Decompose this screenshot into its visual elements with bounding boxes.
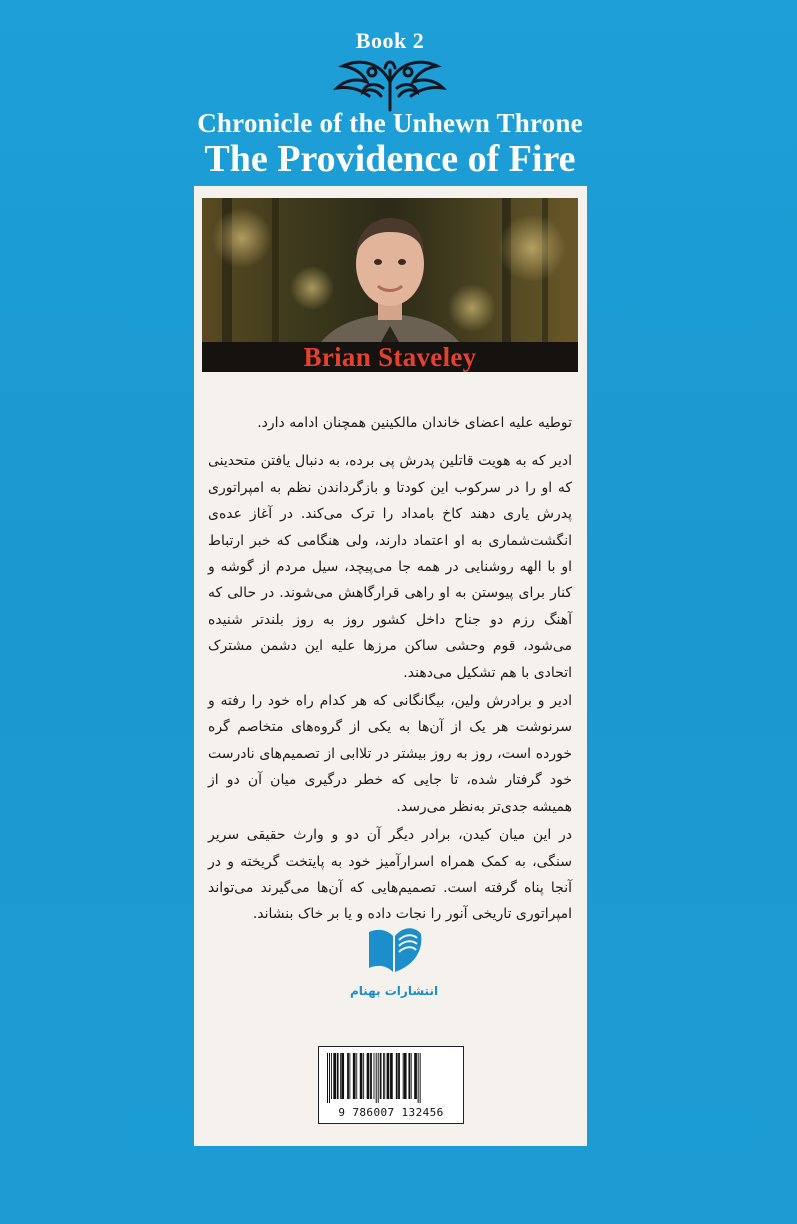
publisher-block [344,918,444,998]
author-name-strip [202,342,578,372]
book-title: The Providence of Fire [204,138,576,180]
publisher-name: انتشارات بهنام [349,984,439,998]
barcode-bar [404,1053,407,1099]
barcode-bar [367,1053,370,1099]
barcode-bar [420,1053,421,1103]
barcode-bar [384,1053,385,1099]
barcode-bar [380,1053,382,1099]
blurb-text [208,410,572,930]
barcode-bar [370,1053,372,1099]
barcode-bar [340,1053,341,1099]
series-title: Chronicle of the Unhewn Throne [197,108,583,138]
winged-ornament-icon [325,52,455,114]
barcode-bar [374,1053,375,1099]
barcode-bar [396,1053,398,1099]
barcode-bar [327,1053,328,1103]
barcode-bar [347,1053,349,1099]
blurb-paragraph: ادیر که به هویت قاتلین پدرش پی برده، به دنبال یافتن متحدینی که او را در سرکوب این کودتا و بازگرداندن نظم به امپراتوری پدرش یاری دهند کاخ بامداد را ترک می‌کند. در آغاز عده‌ی انگشت‌شماری به او اعتماد دارند، ولی هنگامی که خبر ارتباط او با الهه روشنایی در همه جا می‌پیچد، سیل مردم از گوشه و کنار برای پیوستن به او راهی قرارگاهش می‌شوند. در حالی که آهنگ رزم دو جناح داخل کشور روز به روز بلندتر شنیده می‌شود، قوم وحشی ساکن مرزها علیه این دشمن مشترک اتحادی با هم تشکیل می‌دهند. [208,453,572,681]
barcode-bar [418,1053,419,1103]
barcode-bar [333,1053,336,1099]
barcode-bar [360,1053,363,1099]
barcode-box [318,1046,464,1124]
book-number: Book 2 [355,28,425,53]
author-photo-frame [202,198,578,372]
barcode-bar [390,1053,393,1099]
barcode-bar [387,1053,390,1099]
isbn-number: 9 786007 132456 [338,1106,444,1119]
author-photo [202,198,578,358]
barcode-bar [376,1053,377,1103]
barcode-bar [353,1053,356,1099]
barcode-bar [341,1053,344,1099]
barcode-bar [383,1053,384,1099]
barcode-bar [331,1053,332,1099]
blurb-paragraph: در این میان کیدن، برادر دیگر آن دو و وارث حقیقی سریر سنگی، به کمک همراه اسرارآمیز خود به پایتخت گریخته و در آنجا پناه گرفته است. تصمیم‌هایی که آن‌ها می‌گیرند می‌تواند امپراتوری تاریخی آنور را نجات داده و یا بر خاک بنشاند. [208,827,572,923]
author-name: Brian Staveley [303,342,477,372]
cover-header [190,28,590,180]
content-panel [194,186,587,1146]
barcode-bar [329,1053,330,1103]
barcode-bar [398,1053,400,1099]
blurb-paragraph: ادیر و برادرش ولین، بیگانگانی که هر کدام راه خود را رفته و سرنوشت هر یک از آن‌ها به یکی از گروه‌های متخاصم گره خورده است، روز به روز بیشتر در تلاابی از تصمیم‌های نادرست خود گرفتار شده، تا جایی که خطر درگیری میان آن دو از همیشه جدی‌تر به‌نظر می‌رسد. [208,693,572,815]
barcode-bar [349,1053,350,1099]
barcode [325,1053,457,1103]
blurb-paragraph: توطیه علیه اعضای خاندان مالکینین همچنان ادامه دارد. [257,415,572,431]
barcode-bar [403,1053,404,1099]
barcode-bar [414,1053,417,1099]
barcode-bar [411,1053,412,1099]
barcode-bar [337,1053,339,1099]
barcode-bar [356,1053,357,1099]
barcode-bar [408,1053,410,1099]
barcode-bar [363,1053,364,1099]
barcode-bar [378,1053,379,1103]
book-logo-icon [365,918,423,976]
